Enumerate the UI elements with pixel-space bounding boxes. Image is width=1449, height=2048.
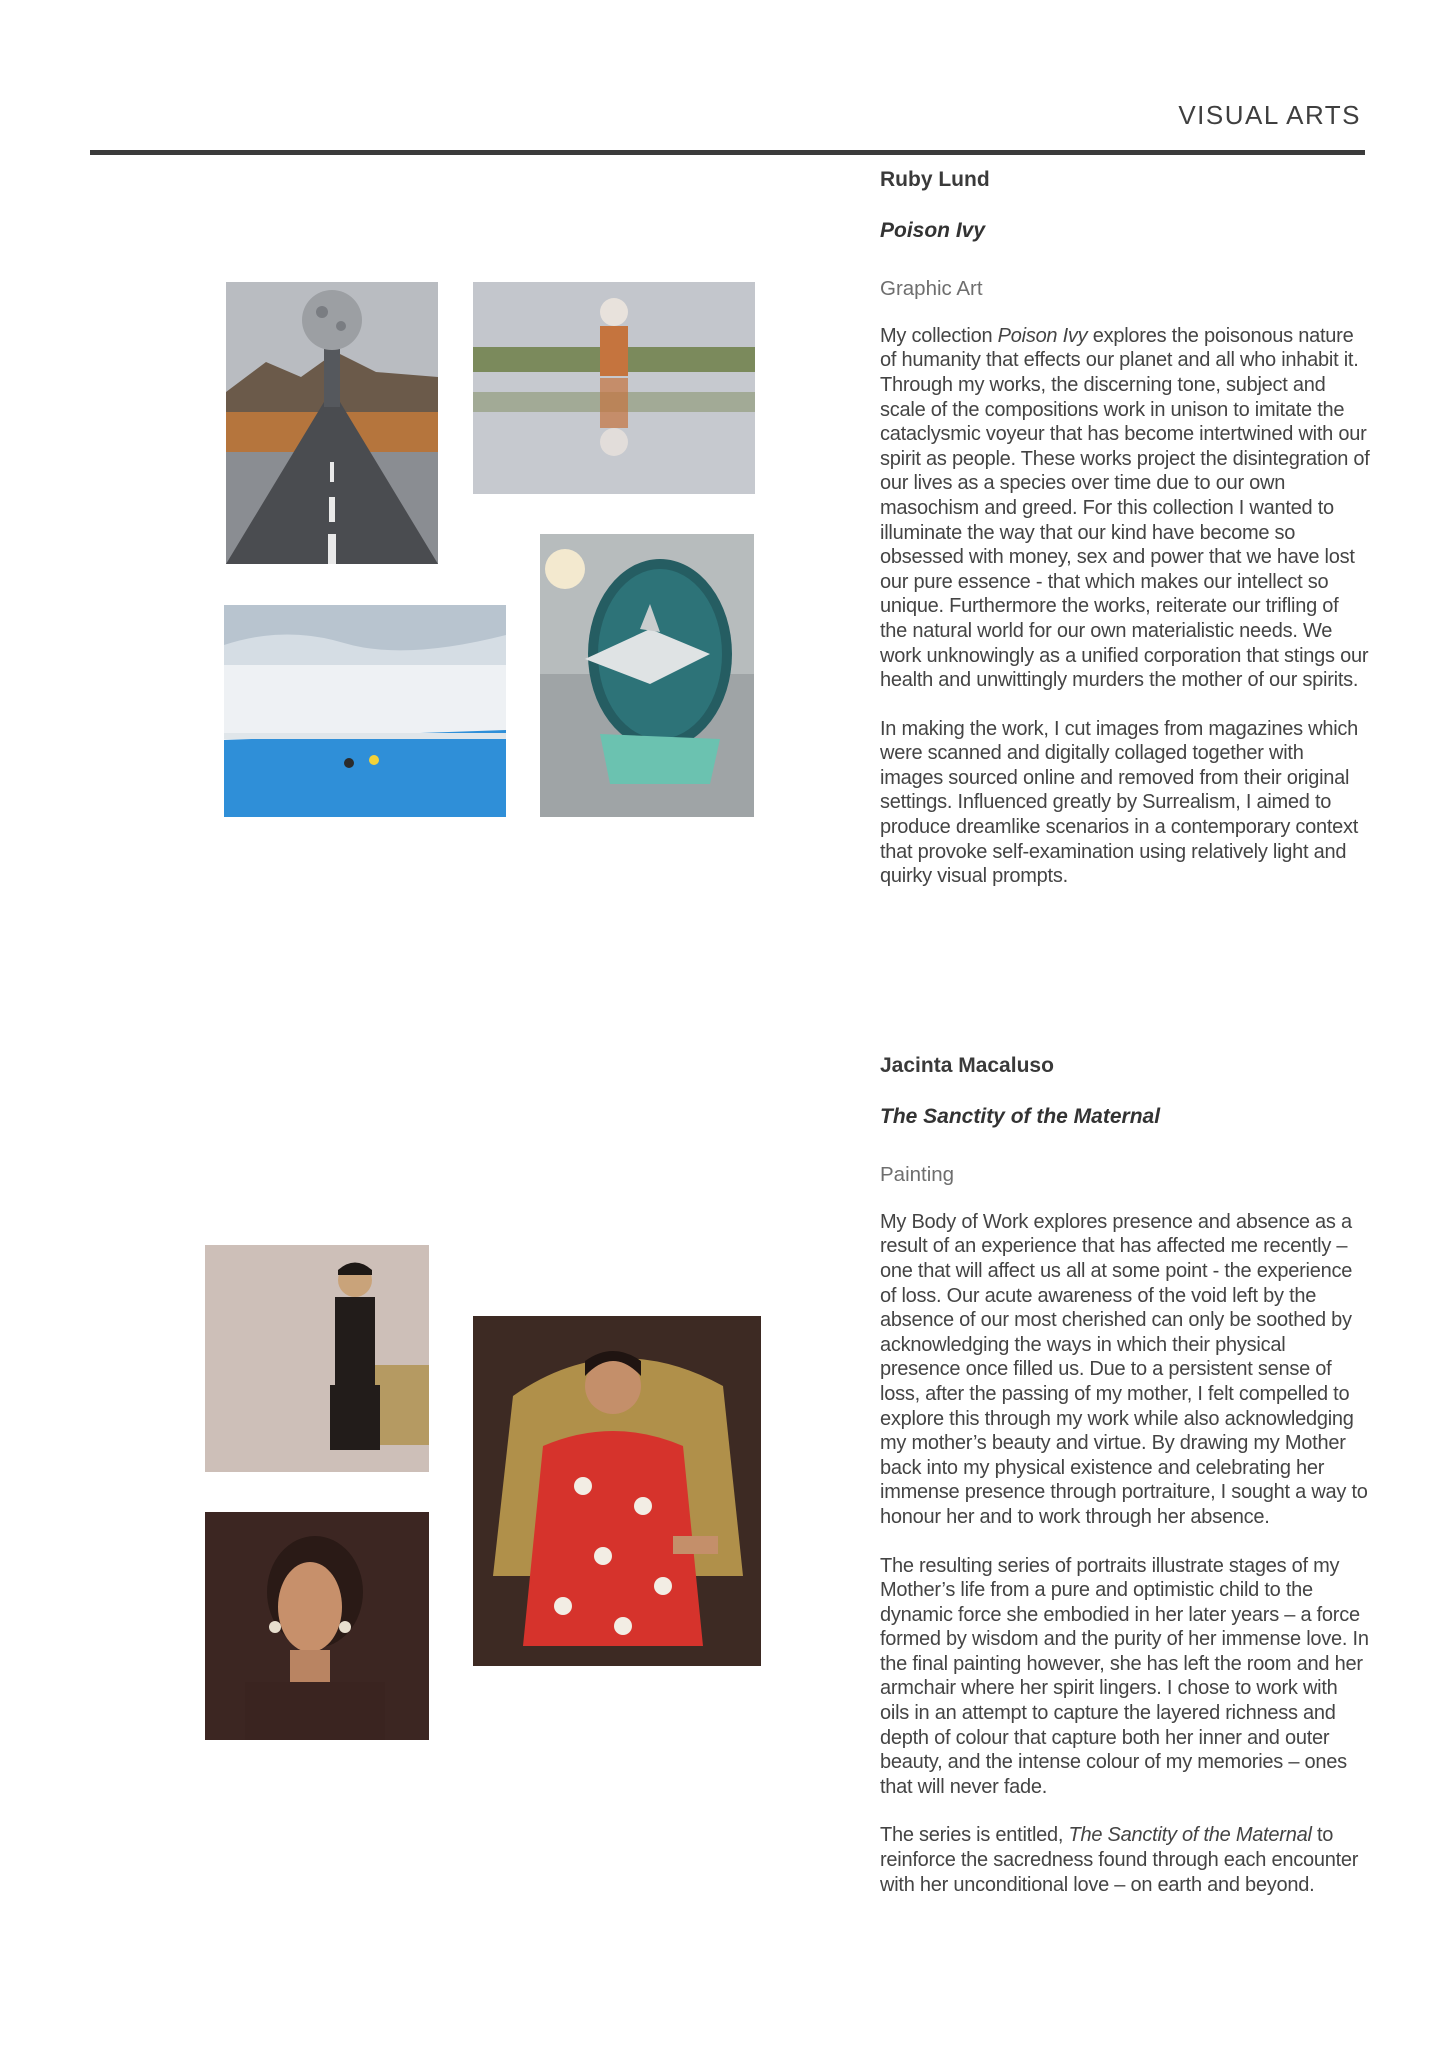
section-title: VISUAL ARTS — [1178, 100, 1361, 130]
artist-name: Ruby Lund — [880, 168, 990, 191]
work-title: Poison Ivy — [880, 218, 986, 242]
entry-jacinta-macaluso — [880, 1054, 1370, 1921]
statement-paragraph: My Body of Work explores presence and absence as a result of an experience that has affected me recently – one that will affect us all at some point - the experience of loss. Our acute awareness of the void left by the absence of our most cherished can only be soothed by acknowledging the ways in which their physical presence once filled us. Due to a persistent sense of loss, after the passing of my mother, I felt compelled to explore this through my work while also acknowledging my mother’s beauty and virtue. By drawing my Mother back into my physical existence and celebrating her immense presence through portraiture, I sought a way to honour her and to work through her absence. — [880, 1210, 1368, 1528]
medium-label: Graphic Art — [880, 277, 983, 301]
statement-paragraph: My collection Poison Ivy explores the poisonous nature of humanity that effects our planet and all who inhabit it. Through my works, the discerning tone, subject and scale of the compositions work in unison to imitate the cataclysmic voyeur that has become intertwined with our spirit as people. These works project the disintegration of our lives as a species over time due to our own masochism and greed. For this collection I wanted to illuminate the way that our kind have become so obsessed with money, sex and power that we have lost our pure essence - that which makes our intellect so unique. Furthermore the works, reiterate our trifling of the natural world for our own materialistic needs. We work unknowingly as a unified corporation that stings our health and unwittingly murders the mother of our spirits. — [880, 324, 1370, 692]
artwork-shark-egg — [540, 534, 754, 817]
process-paragraph: In making the work, I cut images from magazines which were scanned and digitally collaged together with images sourced online and removed from their original settings. Influenced greatly by Surrealism, I aimed to produce dreamlike scenarios in a contemporary context that provoke self-examination using relatively light and quirky visual prompts. — [880, 717, 1359, 888]
header-divider — [90, 150, 1365, 155]
artwork-road-moon — [226, 282, 438, 564]
artwork-child-portrait — [205, 1245, 429, 1472]
title-paragraph: The series is entitled, The Sanctity of the Maternal to reinforce the sacredness found through each encounter with her unconditional love – on earth and beyond. — [880, 1824, 1359, 1896]
series-paragraph: The resulting series of portraits illustrate stages of my Mother’s life from a pure and optimistic child to the dynamic force she embodied in her later years – a force formed by wisdom and the purity of her immense love. In the final painting however, she has left the room and her armchair where her spirit lingers. I chose to work with oils in an attempt to capture the layered richness and depth of colour that capture both her inner and outer beauty, and the intense colour of my memories – ones that will never fade. — [880, 1554, 1369, 1798]
artwork-woman-portrait — [205, 1512, 429, 1740]
artwork-reflection-figure — [473, 282, 755, 494]
work-title: The Sanctity of the Maternal — [880, 1104, 1161, 1128]
entry-ruby-lund — [880, 168, 1370, 913]
artwork-pool-swimmer — [224, 605, 506, 817]
medium-label: Painting — [880, 1163, 955, 1187]
artist-name: Jacinta Macaluso — [880, 1054, 1054, 1077]
artwork-mother-armchair — [473, 1316, 761, 1666]
